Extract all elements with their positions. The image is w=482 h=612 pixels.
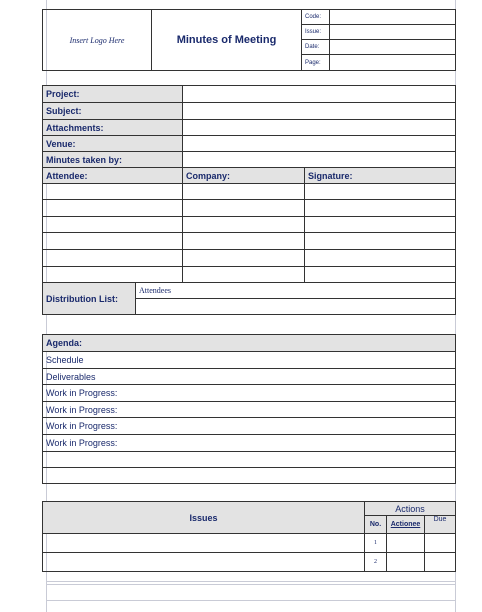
agenda-item-blank[interactable] bbox=[43, 452, 456, 468]
company-column-header: Company: bbox=[183, 168, 305, 184]
company-cell[interactable] bbox=[183, 267, 305, 283]
venue-field[interactable] bbox=[183, 136, 456, 152]
company-cell[interactable] bbox=[183, 200, 305, 217]
meta-label-date: Date: bbox=[302, 40, 330, 55]
signature-cell[interactable] bbox=[305, 267, 456, 283]
attendee-cell[interactable] bbox=[43, 250, 183, 267]
document-title: Minutes of Meeting bbox=[152, 10, 302, 71]
distribution-list-field[interactable] bbox=[136, 299, 456, 315]
actionee-cell[interactable] bbox=[387, 553, 425, 572]
attendee-cell[interactable] bbox=[43, 217, 183, 233]
agenda-item-work-in-progress[interactable]: Work in Progress: bbox=[43, 402, 456, 418]
signature-cell[interactable] bbox=[305, 217, 456, 233]
subject-field[interactable] bbox=[183, 103, 456, 120]
no-column-header: No. bbox=[365, 516, 387, 534]
actionee-column-header: Actionee bbox=[387, 516, 425, 534]
page-guide-bottom-2 bbox=[46, 584, 456, 585]
agenda-item-schedule[interactable]: Schedule bbox=[43, 352, 456, 369]
agenda-item-work-in-progress[interactable]: Work in Progress: bbox=[43, 385, 456, 402]
distribution-list-label: Distribution List: bbox=[43, 283, 136, 315]
meta-value-date[interactable] bbox=[330, 40, 456, 55]
project-label: Project: bbox=[43, 86, 183, 103]
meta-value-issue[interactable] bbox=[330, 25, 456, 40]
issues-table bbox=[42, 501, 456, 572]
actions-header: Actions bbox=[365, 502, 456, 516]
attendee-cell[interactable] bbox=[43, 200, 183, 217]
due-cell[interactable] bbox=[425, 534, 456, 553]
agenda-item-work-in-progress[interactable]: Work in Progress: bbox=[43, 418, 456, 435]
meta-label-page: Page: bbox=[302, 55, 330, 71]
minutes-taken-by-label: Minutes taken by: bbox=[43, 152, 183, 168]
attendee-column-header: Attendee: bbox=[43, 168, 183, 184]
logo-placeholder[interactable]: Insert Logo Here bbox=[43, 10, 152, 71]
company-cell[interactable] bbox=[183, 184, 305, 200]
meta-label-code: Code: bbox=[302, 10, 330, 25]
signature-cell[interactable] bbox=[305, 233, 456, 250]
company-cell[interactable] bbox=[183, 217, 305, 233]
agenda-label: Agenda: bbox=[43, 335, 456, 352]
meta-value-code[interactable] bbox=[330, 10, 456, 25]
attendee-cell[interactable] bbox=[43, 267, 183, 283]
page-guide-bottom-1 bbox=[46, 581, 456, 582]
agenda-table bbox=[42, 334, 456, 484]
company-cell[interactable] bbox=[183, 250, 305, 267]
signature-cell[interactable] bbox=[305, 184, 456, 200]
signature-cell[interactable] bbox=[305, 200, 456, 217]
company-cell[interactable] bbox=[183, 233, 305, 250]
issues-column-header: Issues bbox=[43, 502, 365, 534]
agenda-item-blank[interactable] bbox=[43, 468, 456, 484]
actionee-cell[interactable] bbox=[387, 534, 425, 553]
attendee-cell[interactable] bbox=[43, 184, 183, 200]
attachments-label: Attachments: bbox=[43, 120, 183, 136]
attachments-field[interactable] bbox=[183, 120, 456, 136]
header-table bbox=[42, 9, 456, 71]
signature-column-header: Signature: bbox=[305, 168, 456, 184]
project-field[interactable] bbox=[183, 86, 456, 103]
minutes-taken-by-field[interactable] bbox=[183, 152, 456, 168]
agenda-item-work-in-progress[interactable]: Work in Progress: bbox=[43, 435, 456, 452]
agenda-item-deliverables[interactable]: Deliverables bbox=[43, 369, 456, 385]
issue-number: 1 bbox=[365, 534, 387, 553]
due-cell[interactable] bbox=[425, 553, 456, 572]
meta-label-issue: Issue: bbox=[302, 25, 330, 40]
venue-label: Venue: bbox=[43, 136, 183, 152]
distribution-list-value[interactable]: Attendees bbox=[136, 283, 456, 299]
signature-cell[interactable] bbox=[305, 250, 456, 267]
page-guide-bottom-3 bbox=[46, 600, 456, 601]
attendee-cell[interactable] bbox=[43, 233, 183, 250]
subject-label: Subject: bbox=[43, 103, 183, 120]
issue-number: 2 bbox=[365, 553, 387, 572]
meta-value-page[interactable] bbox=[330, 55, 456, 71]
issue-cell[interactable] bbox=[43, 553, 365, 572]
issue-cell[interactable] bbox=[43, 534, 365, 553]
info-table bbox=[42, 85, 456, 315]
due-column-header: Due bbox=[425, 516, 456, 534]
